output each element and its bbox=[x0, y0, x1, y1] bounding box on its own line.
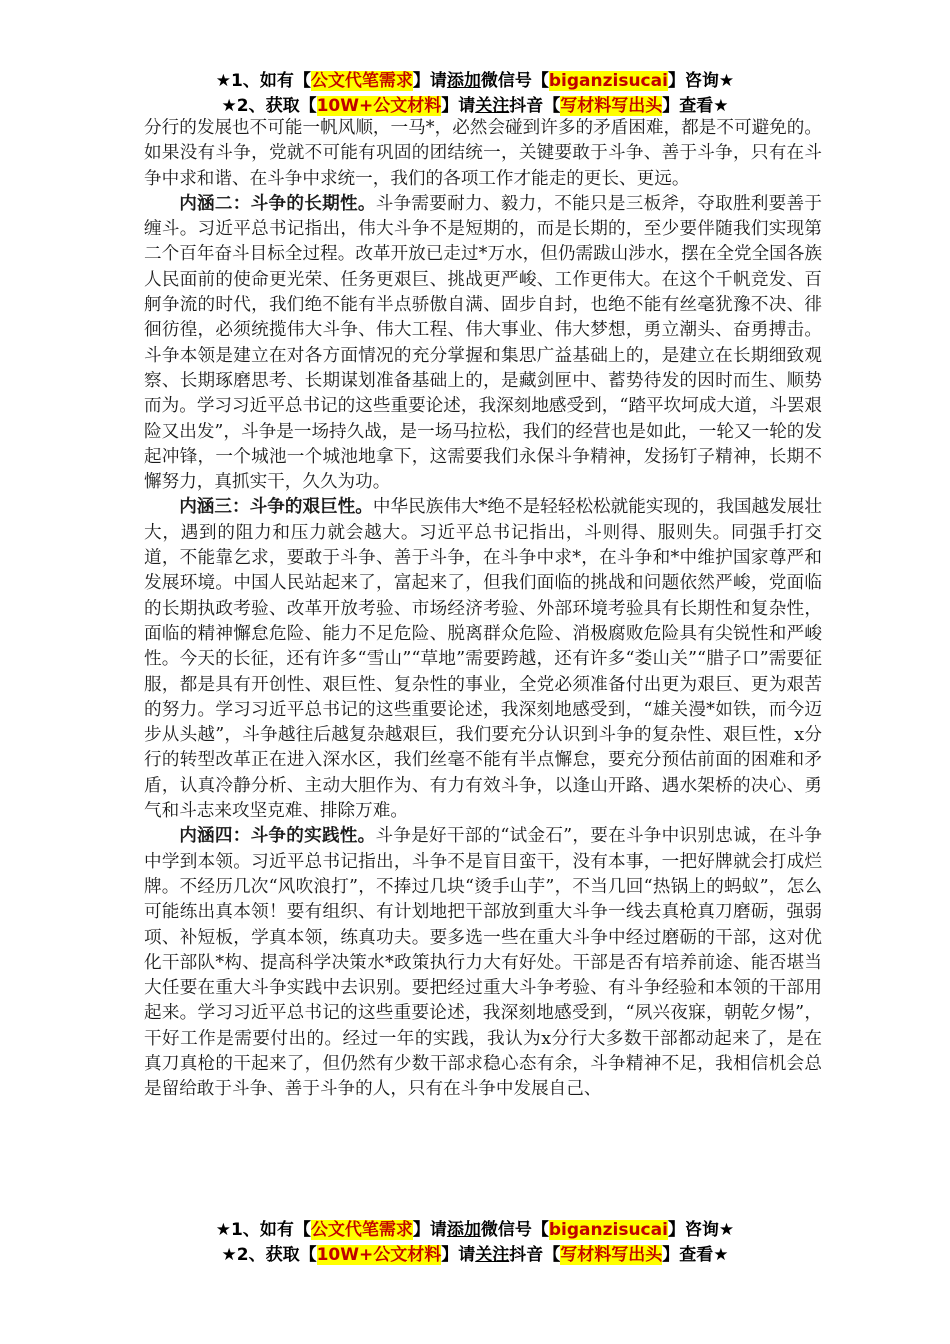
document-body bbox=[144, 116, 822, 1103]
highlight-wechat-id: biganzisucai bbox=[548, 71, 668, 91]
footer-banner-line-2: ★2、获取【10W+公文材料】请关注抖音【写材料写出头】查看★ bbox=[221, 1245, 729, 1265]
footer-banner-line-1: ★1、如有【公文代笔需求】请添加微信号【biganzisucai】咨询★ bbox=[215, 1220, 735, 1240]
paragraph-continuation: 分行的发展也不可能一帆风顺，一马*，必然会碰到许多的矛盾困难，都是不可避免的。如果没有斗争，党就不可能有巩固的团结统一，关键要敢于斗争、善于斗争，只有在斗争中求和谐、在斗争中求统一，我们的各项工作才能走的更长、更远。 bbox=[144, 118, 822, 189]
highlight-douyin-name: 写材料写出头 bbox=[560, 1245, 663, 1265]
paragraph-connotation-3: 内涵三：斗争的艰巨性。中华民族伟大*绝不是轻轻松松就能实现的，我国越发展壮大，遇到的阻力和压力就会越大。习近平总书记指出，斗则得、服则失。同强手打交道，不能靠乞求，要敢于斗争、善于斗争，在斗争中求*，在斗争和*中维护国家尊严和发展环境。中国人民站起来了，富起来了，但我们面临的挑战和问题依然严峻，党面临的长期执政考验、改革开放考验、市场经济考验、外部环境考验具有长期性和复杂性，面临的精神懈怠危险、能力不足危险、脱离群众危险、消极腐败危险具有尖锐性和严峻性。今天的长征，还有许多“雪山”“草地”需要跨越，还有许多“娄山关”“腊子口”需要征服，都是具有开创性、艰巨性、复杂性的事业，全党必须准备付出更为艰巨、更为艰苦的努力。学习习近平总书记的这些重要论述，我深刻地感受到，“雄关漫*如铁，而今迈步从头越”，斗争越往后越复杂越艰巨，我们要充分认识到斗争的复杂性、艰巨性，x分行的转型改革正在进入深水区，我们丝毫不能有半点懈怠，要充分预估前面的困难和矛盾，认真冷静分析、主动大胆作为、有力有效斗争，以逢山开路、遇水架桥的决心、勇气和斗志来攻坚克难、排除万难。 bbox=[144, 497, 822, 822]
paragraph-connotation-4: 内涵四：斗争的实践性。斗争是好干部的“试金石”，要在斗争中识别忠诚，在斗争中学到本领。习近平总书记指出，斗争不是盲目蛮干，没有本事，一把好牌就会打成烂牌。不经历几次“风吹浪打”，不捧过几块“烫手山芋”，不当几回“热锅上的蚂蚁”，怎么可能练出真本领！要有组织、有计划地把干部放到重大斗争一线去真枪真刀磨砺，强弱项、补短板，学真本领，练真功夫。要多选一些在重大斗争中经过磨砺的干部，这对优化干部队*构、提高科学决策水*政策执行力大有好处。干部是否有培养前途、能否堪当大任要在重大斗争实践中去识别。要把经过重大斗争考验、有斗争经验和本领的干部用起来。学习习近平总书记的这些重要论述，我深刻地感受到，“夙兴夜寐，朝乾夕惕”，干好工作是需要付出的。经过一年的实践，我认为x分行大多数干部都动起来了，是在真刀真枪的干起来了，但仍然有少数干部求稳心态有余，斗争精神不足，我相信机会总是留给敢于斗争、善于斗争的人，只有在斗争中发展自己、 bbox=[144, 826, 822, 1100]
highlight-service: 公文代笔需求 bbox=[310, 71, 413, 91]
paragraph-heading: 内涵二：斗争的长期性。 bbox=[179, 193, 376, 214]
header-banner-line-1: ★1、如有【公文代笔需求】请添加微信号【biganzisucai】咨询★ bbox=[215, 71, 735, 91]
highlight-service: 公文代笔需求 bbox=[310, 1220, 413, 1240]
highlight-materials: 10W+公文材料 bbox=[316, 96, 442, 116]
highlight-materials: 10W+公文材料 bbox=[316, 1245, 442, 1265]
highlight-wechat-id: biganzisucai bbox=[548, 1220, 668, 1240]
paragraph-heading: 内涵三：斗争的艰巨性。 bbox=[179, 497, 373, 518]
header-banner-line-2: ★2、获取【10W+公文材料】请关注抖音【写材料写出头】查看★ bbox=[221, 96, 729, 116]
paragraph-heading: 内涵四：斗争的实践性。 bbox=[179, 826, 376, 847]
highlight-douyin-name: 写材料写出头 bbox=[560, 96, 663, 116]
paragraph-connotation-2: 内涵二：斗争的长期性。斗争需要耐力、毅力，不能只是三板斧，夺取胜利要善于缠斗。习近平总书记指出，伟大斗争不是短期的，而是长期的，至少要伴随我们实现第二个百年奋斗目标全过程。改革开放已走过*万水，但仍需跋山涉水，摆在全党全国各族人民面前的使命更光荣、任务更艰巨、挑战更严峻、工作更伟大。在这个千帆竞发、百舸争流的时代，我们绝不能有半点骄傲自满、固步自封，也绝不能有丝毫犹豫不决、徘徊彷徨，必须统揽伟大斗争、伟大工程、伟大事业、伟大梦想，勇立潮头、奋勇搏击。斗争本领是建立在对各方面情况的充分掌握和集思广益基础上的，是建立在长期细致观察、长期琢磨思考、长期谋划准备基础上的，是藏剑匣中、蓄势待发的因时而生、顺势而为。学习习近平总书记的这些重要论述，我深刻地感受到，“踏平坎坷成大道，斗罢艰险又出发”，斗争是一场持久战，是一场马拉松，我们的经营也是如此，一轮又一轮的发起冲锋，一个城池一个城池地拿下，这需要我们永保斗争精神，发扬钉子精神，长期不懈努力，真抓实干，久久为功。 bbox=[144, 193, 822, 493]
